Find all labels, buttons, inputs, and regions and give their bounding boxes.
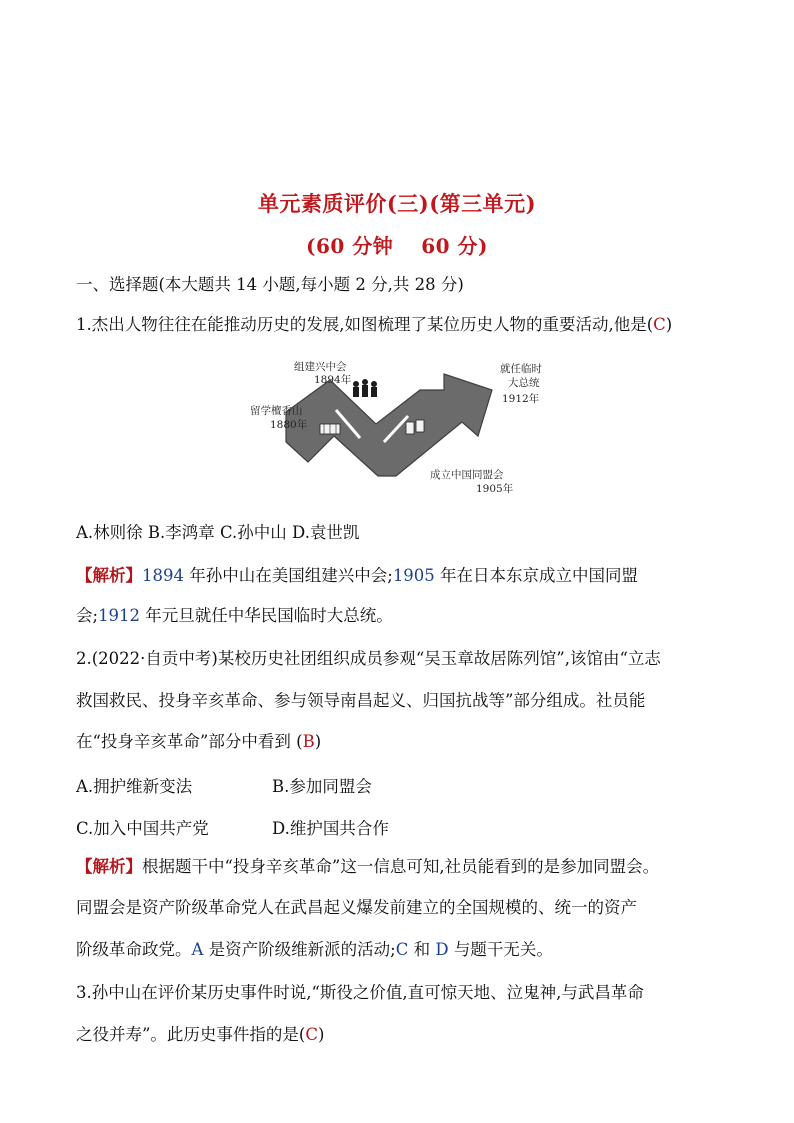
q2-answer: B [302, 732, 315, 751]
zigzag-arrow-shape [286, 374, 492, 476]
q2-analysis-line2: 同盟会是资产阶级革命党人在武昌起义爆发前建立的全国规模的、统一的资产 [76, 898, 637, 917]
q3-stem-line2: 之役并寿”。此历史事件指的是(C) [76, 1025, 325, 1044]
q2-stem-line2: 救国救民、投身辛亥革命、参与领导南昌起义、归国抗战等”部分组成。社员能 [76, 691, 646, 710]
fig-year-2: 1894年 [314, 374, 352, 386]
q1-stem: 1.杰出人物往往在能推动历史的发展,如图梳理了某位历史人物的重要活动,他是(C) [76, 315, 673, 334]
page-title: 单元素质评价(三)(第三单元) [257, 191, 537, 216]
q1-answer: C [653, 315, 666, 334]
q2-stem-line3: 在“投身辛亥革命”部分中看到 (B) [76, 732, 322, 751]
page-subtitle: (60 分钟 60 分) [306, 234, 488, 258]
fig-label-4b: 大总统 [508, 377, 540, 389]
q2-option-c: C.加入中国共产党 [76, 819, 209, 838]
building-icon [320, 424, 340, 434]
fig-label-1: 留学檀香山 [250, 405, 303, 417]
fig-year-4: 1912年 [502, 393, 540, 405]
fig-label-4a: 就任临时 [500, 363, 542, 375]
q1-analysis-line1: 【解析】1894 年孙中山在美国组建兴中会;1905 年在日本东京成立中国同盟 [76, 566, 639, 585]
q2-stem-line1: 2.(2022·自贡中考)某校历史社团组织成员参观“吴玉章故居陈列馆”,该馆由“立志 [76, 649, 661, 668]
q1-analysis-line2: 会;1912 年元旦就任中华民国临时大总统。 [76, 606, 393, 625]
q2-option-d: D.维护国共合作 [272, 819, 389, 838]
fig-year-3: 1905年 [476, 483, 514, 495]
q3-answer: C [305, 1025, 318, 1044]
fig-label-3: 成立中国同盟会 [430, 469, 504, 481]
fig-label-2: 组建兴中会 [294, 361, 347, 373]
fig-year-1: 1880年 [270, 419, 308, 431]
q1-figure [244, 352, 542, 502]
q1-options: A.林则徐 B.李鸿章 C.孙中山 D.袁世凯 [76, 523, 360, 542]
people-icon [353, 379, 377, 397]
q2-analysis-line3: 阶级革命政党。A 是资产阶级维新派的活动;C 和 D 与题干无关。 [76, 940, 553, 959]
q2-analysis-line1: 【解析】根据题干中“投身辛亥革命”这一信息可知,社员能看到的是参加同盟会。 [76, 857, 660, 876]
q2-option-b: B.参加同盟会 [272, 777, 372, 796]
q3-stem-line1: 3.孙中山在评价某历史事件时说,“斯役之价值,直可惊天地、泣鬼神,与武昌革命 [76, 983, 644, 1002]
timeline-arrow-diagram [244, 352, 542, 502]
section-heading: 一、选择题(本大题共 14 小题,每小题 2 分,共 28 分) [76, 275, 464, 294]
q2-option-a: A.拥护维新变法 [76, 777, 193, 796]
